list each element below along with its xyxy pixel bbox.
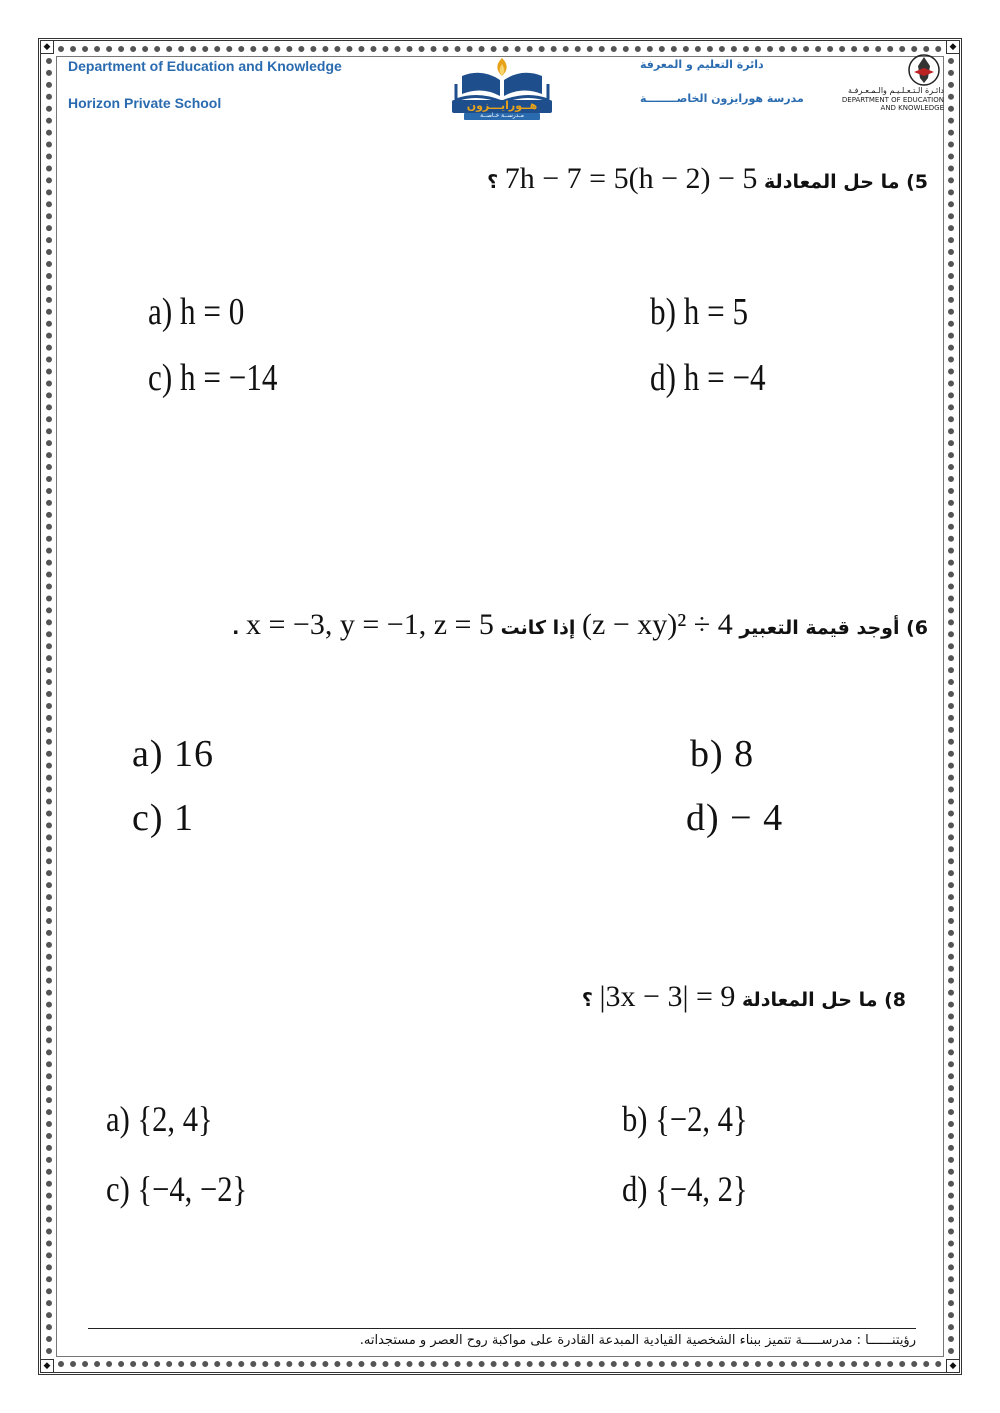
question-8-option-a[interactable]: a) {2, 4}	[106, 1099, 213, 1139]
question-6-values: x = −3, y = −1, z = 5	[246, 608, 494, 641]
adek-name-en	[834, 96, 944, 112]
question-8-equation: |3x − 3| = 9	[599, 980, 736, 1013]
question-5-equation: 7h − 7 = 5(h − 2) − 5	[504, 162, 758, 195]
question-8-prefix: 8) ما حل المعادلة	[742, 989, 906, 1011]
question-6-prefix: 6) أوجد قيمة التعبير	[739, 617, 928, 639]
border-corner-top-right: ◆	[946, 40, 960, 54]
border-corner-bottom-right: ◆	[946, 1359, 960, 1373]
page-border-inner	[56, 56, 944, 1357]
adek-name-en-line2: AND KNOWLEDGE	[880, 104, 944, 112]
question-6-option-c[interactable]: c) 1	[132, 797, 195, 839]
question-5-option-a[interactable]: a) h = 0	[148, 291, 245, 333]
question-8-suffix: ؟	[581, 989, 593, 1011]
question-6-option-d[interactable]: d) − 4	[686, 797, 784, 839]
adek-name-ar: دائـرة الـتـعـلـيـم والـمـعـرفـة	[848, 86, 944, 95]
question-5-option-d[interactable]: d) h = −4	[650, 357, 766, 399]
question-8-option-c[interactable]: c) {−4, −2}	[106, 1169, 248, 1209]
school-name-en: Horizon Private School	[68, 95, 222, 111]
dept-name-ar: دائرة التعليم و المعرفة	[640, 58, 764, 71]
question-5-option-b[interactable]: b) h = 5	[650, 291, 749, 333]
question-8-option-d[interactable]: d) {−4, 2}	[622, 1169, 748, 1209]
footer-vision: رؤيتنــــــا : مدرســـــة تتميز ببناء الشخصية القيادية المبدعة القادرة على مواكبة روح العصر و مستجداته.	[359, 1333, 916, 1348]
question-5-text	[487, 162, 928, 196]
question-6-mid: إذا كانت	[500, 617, 576, 639]
question-6-expression: (z − xy)² ÷ 4	[582, 608, 733, 641]
question-6-suffix: .	[232, 617, 240, 639]
border-corner-top-left: ◆	[40, 40, 54, 54]
dept-name-en: Department of Education and Knowledge	[68, 58, 342, 74]
question-5-option-c[interactable]: c) h = −14	[148, 357, 278, 399]
school-logo-subtext: مـدرســة خـاصــة	[480, 112, 524, 119]
border-corner-bottom-left: ◆	[40, 1359, 54, 1373]
school-logo	[442, 54, 562, 122]
school-logo-text: هــورايـــزون	[466, 99, 538, 112]
question-8-option-b[interactable]: b) {−2, 4}	[622, 1099, 748, 1139]
adek-name-en-line1: DEPARTMENT OF EDUCATION	[841, 96, 944, 104]
question-5-suffix: ؟	[487, 171, 499, 193]
question-6-text	[232, 608, 928, 642]
school-name-ar: مدرسة هورايزون الخاصــــــــة	[640, 92, 804, 105]
question-6-option-a[interactable]: a) 16	[132, 733, 215, 775]
question-5-prefix: 5) ما حل المعادلة	[764, 171, 928, 193]
question-6-option-b[interactable]: b) 8	[690, 733, 755, 775]
question-8-text	[582, 980, 906, 1014]
footer-divider	[88, 1328, 916, 1329]
